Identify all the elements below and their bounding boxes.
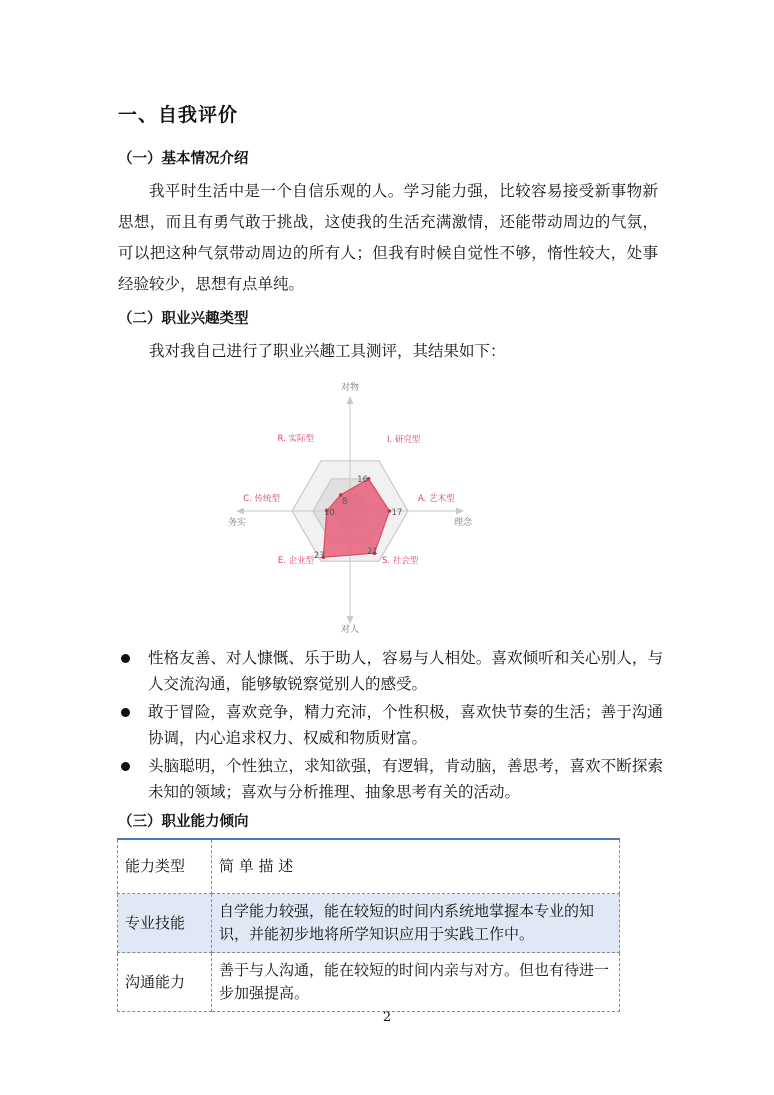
- category-label-1: A. 艺术型: [418, 494, 455, 504]
- page-number: 2: [382, 1010, 392, 1025]
- arrow-right-icon: [456, 508, 464, 515]
- trait-list: [118, 645, 663, 807]
- category-label-3: E. 企业型: [277, 556, 314, 566]
- interest-heading: （二）职业兴趣类型: [118, 311, 249, 327]
- value-label-0: 16: [357, 474, 368, 485]
- axis-label-top: 对物: [340, 383, 360, 393]
- category-label-5: R. 实际型: [277, 434, 314, 444]
- arrow-up-icon: [347, 396, 354, 404]
- list-item: 头脑聪明，个性独立，求知欲强，有逻辑，肯动脑，善思考，喜欢不断探索未知的领域；喜欢与分析推理、抽象思考有关的活动。: [118, 753, 663, 805]
- table-cell: 专业技能: [118, 894, 212, 953]
- header-cell: 能力类型: [118, 839, 212, 894]
- axis-label-right: 理念: [453, 518, 472, 528]
- list-item: 敢于冒险，喜欢竞争，精力充沛，个性积极，喜欢快节奏的生活；善于沟通协调，内心追求权力、权威和物质财富。: [118, 699, 663, 751]
- category-label-4: C. 传统型: [243, 494, 280, 504]
- category-label-2: S. 社会型: [382, 556, 419, 566]
- interest-paragraph: 我对我自己进行了职业兴趣工具测评，其结果如下：: [149, 342, 506, 360]
- axis-label-left: 务实: [228, 518, 247, 528]
- category-label-0: I. 研究型: [387, 435, 421, 445]
- value-label-4: 10: [323, 508, 335, 518]
- header-cell: 简 单 描 述: [212, 839, 620, 894]
- value-label-3: 23: [313, 551, 325, 562]
- axis-label-bottom: 对人: [340, 625, 360, 635]
- table-cell: 沟通能力: [118, 953, 212, 1012]
- value-label-2: 21: [366, 547, 378, 558]
- table-cell: 自学能力较强，能在较短的时间内系统地掌握本专业的知识，并能初步地将所学知识应用于实践工作中。: [212, 894, 620, 953]
- arrow-down-icon: [347, 616, 354, 624]
- table-row: [118, 894, 620, 953]
- table-row: [118, 953, 620, 1012]
- basic-paragraph: 我平时生活中是一个自信乐观的人。学习能力强，比较容易接受新事物新思想，而且有勇气敢于挑战，这使我的生活充满激情，还能带动周边的气氛，可以把这种气氛带动周边的所有人；但我有时候自觉性不够，惰性较大，处事经验较少，思想有点单纯。: [118, 182, 658, 293]
- table-cell: 善于与人沟通，能在较短的时间内亲与对方。但也有待进一步加强提高。: [212, 953, 620, 1012]
- ability-heading: （三）职业能力倾向: [118, 814, 249, 830]
- value-label-1: 17: [391, 508, 403, 518]
- ability-table: [117, 838, 620, 1012]
- value-label-5: 8: [342, 496, 348, 507]
- section-title: 一、自我评价: [118, 104, 239, 126]
- table-header-row: [118, 839, 620, 894]
- arrow-left-icon: [236, 508, 244, 515]
- list-item: 性格友善、对人慷慨、乐于助人，容易与人相处。喜欢倾听和关心别人，与人交流沟通，能够敏锐察觉别人的感受。: [118, 645, 663, 697]
- interest-radar-chart: [222, 378, 478, 636]
- basic-heading: （一）基本情况介绍: [118, 151, 249, 167]
